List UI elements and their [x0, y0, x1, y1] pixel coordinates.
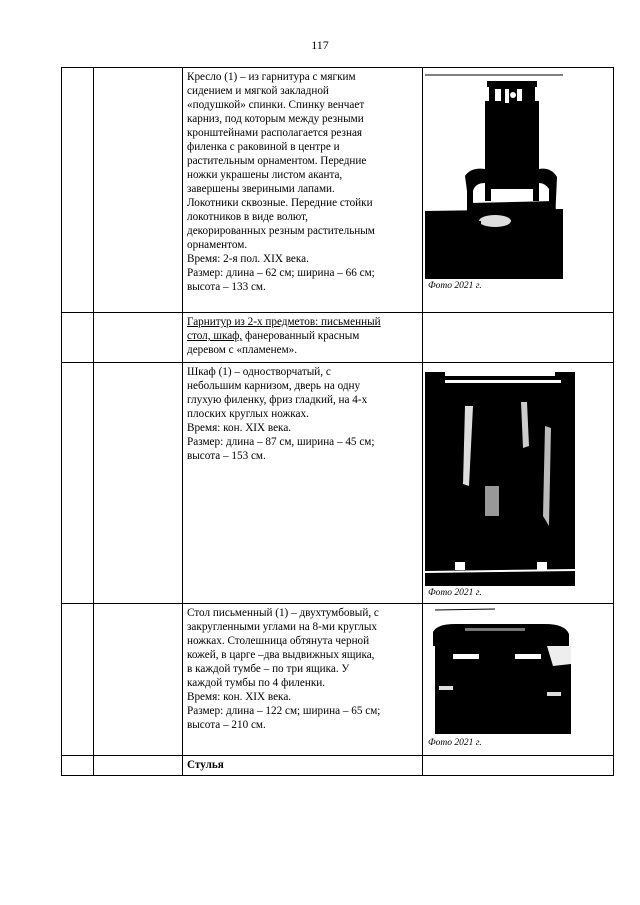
desc-line: декорированных резным растительным [187, 225, 375, 237]
desc-line: деревом с «пламенем». [187, 344, 298, 356]
table-row [62, 756, 614, 776]
desc-line: Локотники сквозные. Передние стойки [187, 197, 373, 209]
desc-line: Размер: длина – 87 см, ширина – 45 см; [187, 436, 375, 448]
table-row [62, 68, 614, 313]
set-description [183, 313, 423, 363]
desc-line: высота – 210 см. [187, 719, 266, 731]
desc-line: глухую филенку, фриз гладкий, на 4-х [187, 394, 368, 406]
desc-line: «подушкой» спинки. Спинку венчает [187, 99, 365, 111]
index-cell [62, 756, 94, 776]
desc-line: карниз, под которым между резными [187, 113, 364, 125]
number-cell [94, 363, 183, 604]
empty-cell [423, 313, 614, 363]
desc-line: локотников в виде волют, [187, 211, 308, 223]
desc-line: орнаментом. [187, 239, 248, 251]
desc-line: высота – 153 см. [187, 450, 266, 462]
desc-line: Время: кон. XIX века. [187, 422, 292, 434]
desc-line: Кресло (1) – из гарнитура с мягким [187, 71, 356, 83]
desc-line: в каждой тумбе – по три ящика. У [187, 663, 350, 675]
desc-line: завершены звериными лапами. [187, 183, 335, 195]
photo-caption: Фото 2021 г. [428, 281, 482, 291]
number-cell [94, 604, 183, 756]
desc-line: Время: 2-я пол. XIX века. [187, 253, 309, 265]
set-title: Гарнитур из 2-х предметов: письменный [187, 316, 381, 328]
desc-line: небольшим карнизом, дверь на одну [187, 380, 361, 392]
photo-caption: Фото 2021 г. [428, 738, 482, 748]
desk-description [183, 604, 423, 756]
desc-line: Размер: длина – 122 см; ширина – 65 см; [187, 705, 381, 717]
chairs-heading: Стулья [187, 759, 224, 771]
desc-line: каждой тумбы по 4 филенки. [187, 677, 326, 689]
number-cell [94, 756, 183, 776]
set-items: стол, шкаф, [187, 330, 243, 342]
index-cell [62, 363, 94, 604]
inventory-table [61, 67, 614, 776]
desc-line: Время: кон. XIX века. [187, 691, 292, 703]
desc-line: кожей, в царге –два выдвижных ящика, [187, 649, 375, 661]
desc-line: плоских круглых ножках. [187, 408, 309, 420]
empty-cell [423, 756, 614, 776]
desc-line: ножки украшены листом аканта, [187, 169, 343, 181]
desc-line: сидением и мягкой закладной [187, 85, 329, 97]
index-cell [62, 68, 94, 313]
chairs-heading-cell [183, 756, 423, 776]
armchair-photo-cell [423, 68, 614, 313]
desc-line: фанерованный красным [242, 330, 360, 342]
desc-line: высота – 133 см. [187, 281, 266, 293]
desc-line: ножках. Столешница обтянута черной [187, 635, 370, 647]
cabinet-photo [425, 366, 575, 586]
table-row [62, 363, 614, 604]
cabinet-photo-cell [423, 363, 614, 604]
desk-photo-cell [423, 604, 614, 756]
desc-line: филенка с раковиной в центре и [187, 141, 340, 153]
desc-line: Шкаф (1) – одностворчатый, с [187, 366, 331, 378]
index-cell [62, 604, 94, 756]
cabinet-description [183, 363, 423, 604]
photo-caption: Фото 2021 г. [428, 588, 482, 598]
desc-line: растительным орнаментом. Передние [187, 155, 367, 167]
table-row [62, 313, 614, 363]
number-cell [94, 313, 183, 363]
desc-line: Стол письменный (1) – двухтумбовый, с [187, 607, 379, 619]
desc-line: Размер: длина – 62 см; ширина – 66 см; [187, 267, 375, 279]
index-cell [62, 313, 94, 363]
number-cell [94, 68, 183, 313]
desc-line: закругленными углами на 8-ми круглых [187, 621, 377, 633]
desk-photo [425, 606, 575, 736]
armchair-description [183, 68, 423, 313]
page-number: 117 [311, 38, 329, 52]
desc-line: кронштейнами располагается резная [187, 127, 363, 139]
armchair-photo [425, 71, 563, 279]
table-row [62, 604, 614, 756]
